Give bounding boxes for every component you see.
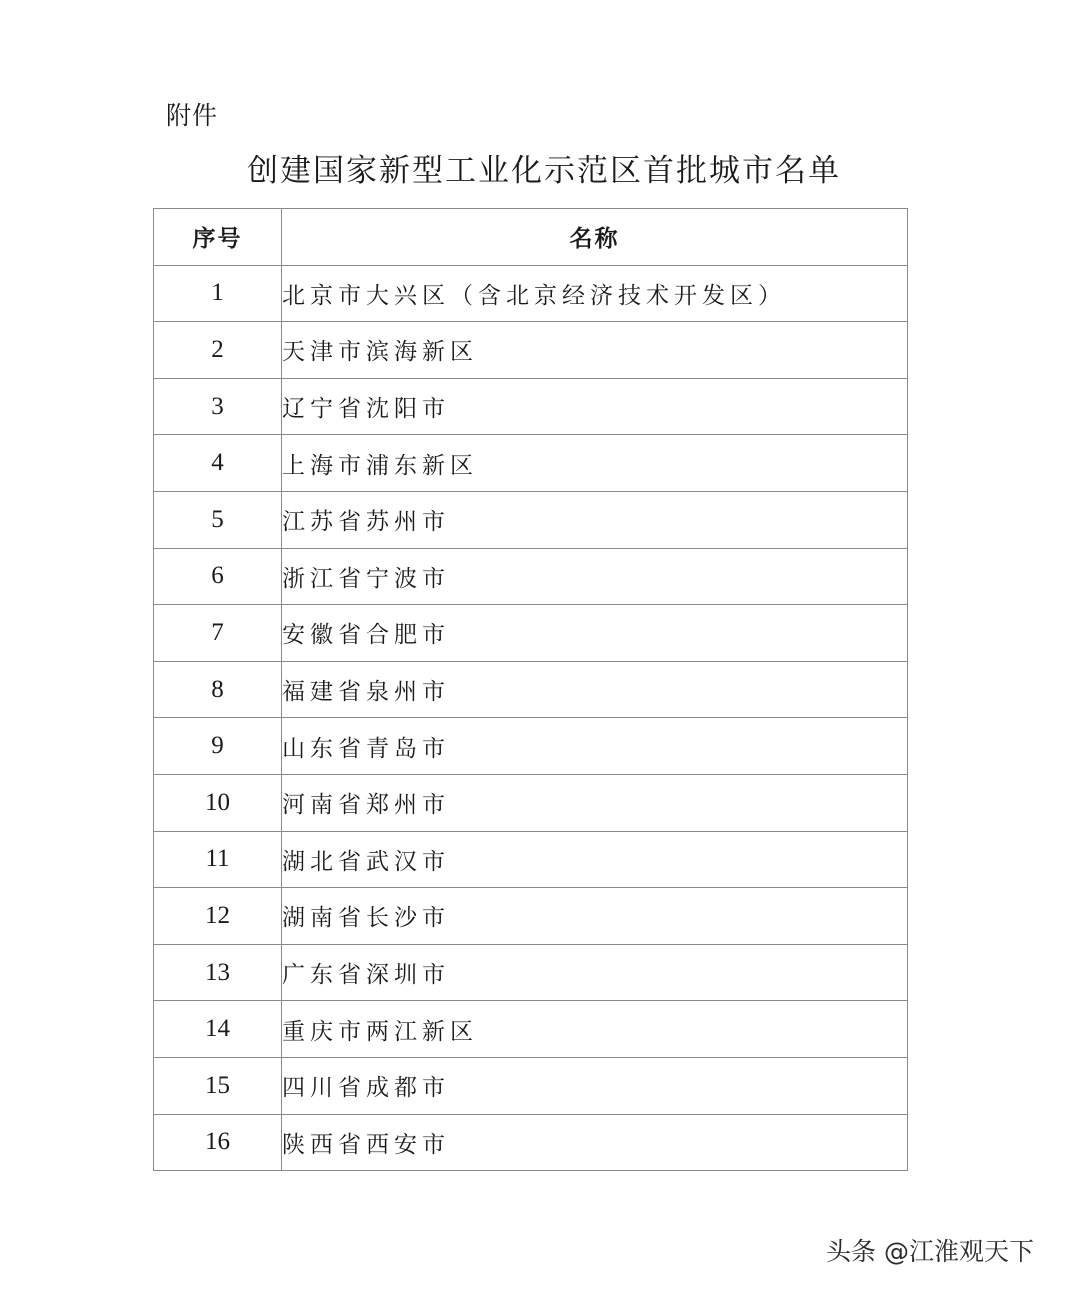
city-list-table <box>153 208 908 1171</box>
row-index: 15 <box>154 1057 282 1114</box>
row-name: 山东省青岛市 <box>282 718 908 775</box>
table-header-row <box>154 209 908 266</box>
row-name: 陕西省西安市 <box>282 1114 908 1171</box>
row-index: 5 <box>154 491 282 548</box>
table-row <box>154 831 908 888</box>
table-row <box>154 661 908 718</box>
header-name: 名称 <box>282 209 908 266</box>
table-row <box>154 944 908 1001</box>
row-index: 9 <box>154 718 282 775</box>
row-index: 11 <box>154 831 282 888</box>
table-row <box>154 1001 908 1058</box>
row-name: 安徽省合肥市 <box>282 605 908 662</box>
attachment-label: 附件 <box>166 101 219 130</box>
row-index: 13 <box>154 944 282 1001</box>
table-row <box>154 605 908 662</box>
source-watermark: 头条 @江淮观天下 <box>826 1237 1034 1266</box>
row-index: 8 <box>154 661 282 718</box>
row-name: 湖南省长沙市 <box>282 888 908 945</box>
row-name: 江苏省苏州市 <box>282 491 908 548</box>
table-row <box>154 548 908 605</box>
row-name: 浙江省宁波市 <box>282 548 908 605</box>
row-index: 6 <box>154 548 282 605</box>
table-row <box>154 491 908 548</box>
table-row <box>154 265 908 322</box>
row-index: 1 <box>154 265 282 322</box>
row-name: 湖北省武汉市 <box>282 831 908 888</box>
header-index: 序号 <box>154 209 282 266</box>
row-index: 16 <box>154 1114 282 1171</box>
row-name: 上海市浦东新区 <box>282 435 908 492</box>
row-name: 四川省成都市 <box>282 1057 908 1114</box>
row-name: 天津市滨海新区 <box>282 322 908 379</box>
row-index: 12 <box>154 888 282 945</box>
document-title: 创建国家新型工业化示范区首批城市名单 <box>247 153 841 189</box>
table-row <box>154 1114 908 1171</box>
table-row <box>154 774 908 831</box>
table-row <box>154 378 908 435</box>
row-name: 辽宁省沈阳市 <box>282 378 908 435</box>
row-index: 4 <box>154 435 282 492</box>
row-index: 7 <box>154 605 282 662</box>
row-index: 14 <box>154 1001 282 1058</box>
row-name: 河南省郑州市 <box>282 774 908 831</box>
table-row <box>154 1057 908 1114</box>
table-row <box>154 888 908 945</box>
table-row <box>154 718 908 775</box>
row-name: 广东省深圳市 <box>282 944 908 1001</box>
table-row <box>154 435 908 492</box>
row-index: 2 <box>154 322 282 379</box>
row-name: 北京市大兴区（含北京经济技术开发区） <box>282 265 908 322</box>
row-index: 10 <box>154 774 282 831</box>
row-name: 福建省泉州市 <box>282 661 908 718</box>
table-row <box>154 322 908 379</box>
row-index: 3 <box>154 378 282 435</box>
row-name: 重庆市两江新区 <box>282 1001 908 1058</box>
